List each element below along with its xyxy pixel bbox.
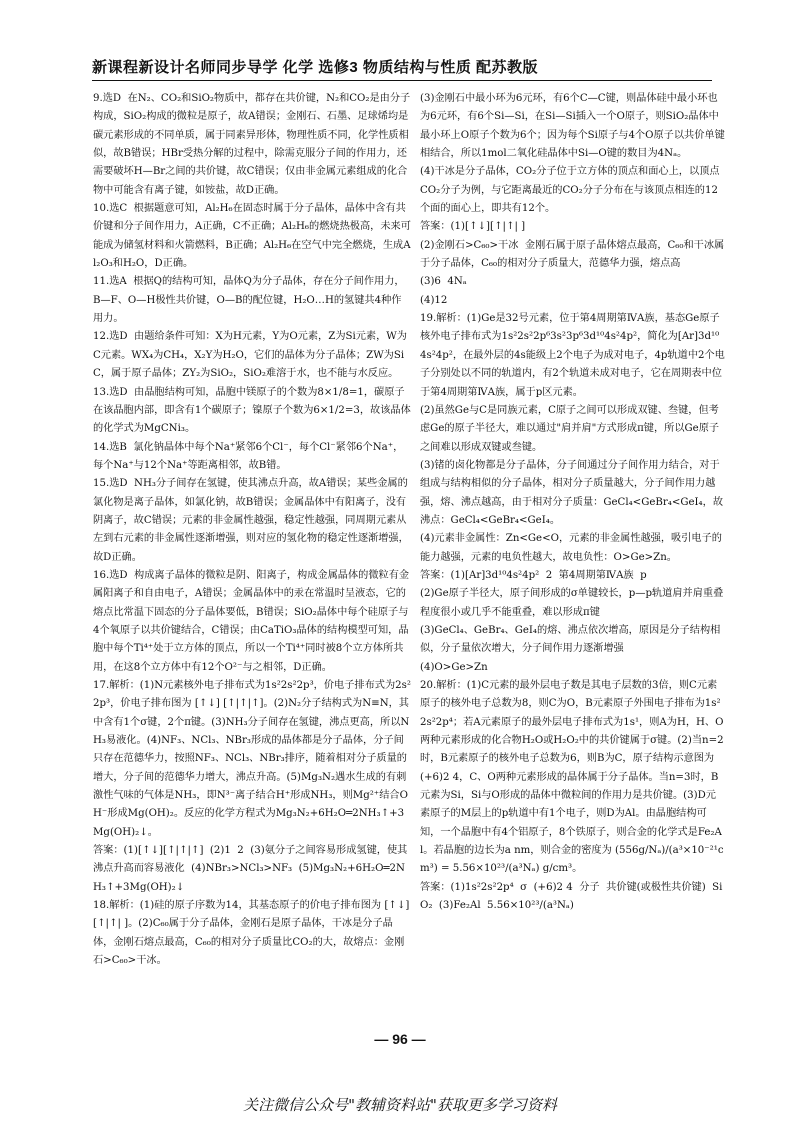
- answer-paragraph: 19.解析：(1)Ge是32号元素，位于第4周期第ⅣA族，基态Ge原子核外电子排布式为1s²2s²2p⁶3s²3p⁶3d¹⁰4s²4p²，简化为[Ar]3d¹⁰4s²4p²，在最外层的4s能级上2个电子为成对电子，4p轨道中2个电子分别处以不同的轨道内，有2个轨道未成对电子，它在周期表中位于第4周期第ⅣA族，属于p区元素。: [420, 313, 725, 398]
- answer-paragraph: 12.选D 由题给条件可知：X为H元素，Y为O元素，Z为Si元素，W为C元素。WX₄为CH₄，X₂Y为H₂O，它们的晶体为分子晶体；ZW为SiC，属于原子晶体；ZY₂为SiO₂，SiO₂难溶于水，也不能与水反应。: [93, 331, 407, 380]
- answer-paragraph: 13.选D 由晶胞结构可知，晶胞中镁原子的个数为8×1/8=1，碳原子在该晶胞内部，即含有1个碳原子；镍原子个数为6×1/2=3，故该晶体的化学式为MgCNi₃。: [93, 386, 411, 435]
- answer-paragraph: (3)6 4Nₐ: [420, 276, 467, 288]
- answer-paragraph: (3)锗的卤化物都是分子晶体，分子间通过分子间作用力结合，对于组成与结构相似的分子晶体，相对分子质量越大，分子间作用力越强，熔、沸点越高，由于相对分子质量：GeCl₄<GeBr₄<GeI₄，故沸点：GeCl₄<GeBr₄<GeI₄。: [420, 459, 724, 526]
- answer-paragraph: 18.解析：(1)硅的原子序数为14，其基态原子的价电子排布图为 [↑↓] [↑|↑| ]。(2)C₆₀属于分子晶体，金刚石是原子晶体，干冰是分子晶体，金刚石熔点最高，C₆₀的相对分子质量比CO₂的大，故熔点：金刚石>C₆₀>干冰。: [93, 900, 413, 967]
- page-number: — 96 —: [374, 1031, 426, 1047]
- answer-paragraph: (2)金刚石>C₆₀>干冰 金刚石属于原子晶体熔点最高，C₆₀和干冰属于分子晶体，C₆₀的相对分子质量大，范德华力强，熔点高: [420, 239, 725, 270]
- answer-paragraph: 15.选D NH₃分子间存在氢键，使其沸点升高，故A错误；某些金属的氯化物是离子晶体，如氯化钠，故B错误；金属晶体中有阳离子，没有阴离子，故C错误；元素的非金属性越强，稳定性越强，同周期元素从左到右元素的非金属性逐渐增强，则对应的氢化物的稳定性逐渐增强，故D正确。: [93, 478, 409, 563]
- answer-paragraph: 11.选A 根据Q的结构可知，晶体Q为分子晶体，存在分子间作用力，B—F、O—H极性共价键，O—B的配位键，H₂O…H的氢键共4种作用力。: [93, 276, 405, 325]
- answer-paragraph: 答案：(1)[↑↓][↑|↑|↑] (2)1 2 (3)氨分子之间容易形成氢键，使其沸点升高而容易液化 (4)NBr₃>NCl₃>NF₃ (5)Mg₃N₂+6H₂O═2NH₃↑+3Mg(OH)₂↓: [93, 845, 408, 893]
- answer-column-right: [420, 90, 725, 1030]
- answer-paragraph: 14.选B 氯化钠晶体中每个Na⁺紧邻6个Cl⁻，每个Cl⁻紧邻6个Na⁺，每个Na⁺与12个Na⁺等距离相邻，故B错。: [93, 441, 404, 471]
- answer-paragraph: 答案：(1)1s²2s²2p⁴ σ (+6)2 4 分子 共价键(或极性共价键) SiO₂ (3)Fe₂Al 5.56×10²³/(a³Nₐ): [420, 881, 723, 912]
- answer-paragraph: (4)12: [420, 294, 448, 306]
- answer-paragraph: 答案：(1)[↑↓][↑|↑| ]: [420, 221, 526, 233]
- answer-paragraph: 17.解析：(1)N元素核外电子排布式为1s²2s²2p³，价电子排布式为2s²2p³，价电子排布图为 [↑↓] [↑|↑|↑]。(2)N₂分子结构式为N≡N，其中含有1个σ键，2个π键。(3)NH₃分子间存在氢键，沸点更高，所以NH₃易液化。(4)NF₃、NCl₃、NBr₃形成的晶体都是分子晶体，分子间只存在范德华力，按照NF₃、NCl₃、NBr₃排序，随着相对分子质量的增大，分子间的范德华力增大，沸点升高。(5)Mg₃N₂遇水生成的有刺激性气味的气体是NH₃，即N³⁻离子结合H⁺形成NH₃，则Mg²⁺结合OH⁻形成Mg(OH)₂。反应的化学方程式为Mg₃N₂+6H₂O═2NH₃↑+3Mg(OH)₂↓。: [93, 680, 411, 838]
- answer-paragraph: 9.选D 在N₂、CO₂和SiO₂物质中，都存在共价键，N₂和CO₂是由分子构成，SiO₂构成的微粒是原子，故A错误；金刚石、石墨、足球烯均是碳元素形成的不同单质，属于同素异形体，物理性质不同，化学性质相似，故B错误；HBr受热分解的过程中，除需克服分子间的作用力，还需要破坏H—Br之间的共价键，故C错误；仅由非金属元素组成的化合物中可能含有离子键，如铵盐，故D正确。: [93, 93, 411, 196]
- answer-column-left: [93, 90, 411, 1030]
- answer-paragraph: (2)Ge原子半径大，原子间形成的σ单键较长，p—p轨道肩并肩重叠程度很小或几乎不能重叠，难以形成π键: [420, 588, 724, 618]
- answer-paragraph: (4)元素非金属性：Zn<Ge<O，元素的非金属性越强，吸引电子的能力越强，元素的电负性越大，故电负性：O>Ge>Zn。: [420, 533, 722, 563]
- answer-paragraph: (4)干冰是分子晶体，CO₂分子位于立方体的顶点和面心上，以顶点CO₂分子为例，与它距离最近的CO₂分子分布在与该顶点相连的12个面的面心上，即共有12个。: [420, 166, 720, 215]
- answer-paragraph: 16.选D 构成离子晶体的微粒是阴、阳离子，构成金属晶体的微粒有金属阳离子和自由电子，A错误；金属晶体中的汞在常温时呈液态，它的熔点比常温下固态的分子晶体要低，B错误；SiO₂晶体中每个硅原子与4个氧原子以共价键结合，C错误；由CaTiO₃晶体的结构模型可知，晶胞中每个Ti⁴⁺处于立方体的顶点，所以一个Ti⁴⁺同时被8个立方体所共用，在这8个立方体中有12个O²⁻与之相邻，D正确。: [93, 569, 410, 673]
- answer-paragraph: (2)虽然Ge与C是同族元素，C原子之间可以形成双键、叁键，但考虑Ge的原子半径大，难以通过"肩并肩"方式形成π键，所以Ge原子之间难以形成双键或叁键。: [420, 404, 720, 453]
- answer-paragraph: 答案：(1)[Ar]3d¹⁰4s²4p² 2 第4周期第ⅣA族 p: [420, 569, 647, 581]
- running-header: 新课程新设计名师同步导学 化学 选修3 物质结构与性质 配苏教版: [92, 56, 712, 81]
- answer-paragraph: (4)O>Ge>Zn: [420, 661, 488, 673]
- answer-paragraph: (3)GeCl₄、GeBr₄、GeI₄的熔、沸点依次增高，原因是分子结构相似，分子量依次增大，分子间作用力逐渐增强: [420, 624, 721, 655]
- answer-paragraph: (3)金刚石中最小环为6元环，有6个C—C键，则晶体硅中最小环也为6元环，有6个Si—Si，在Si—Si插入一个O原子，则SiO₂晶体中最小环上O原子个数为6个；因为每个Si原子与4个O原子以共价单键相结合，所以1mol二氧化硅晶体中Si—O键的数目为4Nₐ。: [420, 93, 725, 160]
- answer-paragraph: 20.解析：(1)C元素的最外层电子数是其电子层数的3倍，则C元素原子的核外电子总数为8，则C为O，B元素原子外围电子排布为1s²2s²2p⁴；若A元素原子的最外层电子排布式为1s¹，则A为H，H、O两种元素形成的化合物H₂O或H₂O₂中的共价键属于σ键。(2)当n=2时，B元素原子的核外电子总数为6，则B为C，原子结构示意图为 (+6)2 4，C、O两种元素形成的晶体属于分子晶体。当n=3时，B元素为Si，Si与O形成的晶体中微粒间的作用力是共价键。(3)D元素原子的M层上的p轨道中有1个电子，则D为Al。由晶胞结构可知，一个晶胞中有4个铝原子，8个铁原子，则合金的化学式是Fe₂Al。若晶胞的边长为a nm，则合金的密度为 (556g/Nₐ)/(a³×10⁻²¹cm³) = 5.56×10²³/(a³Nₐ) g/cm³。: [420, 680, 724, 875]
- answer-paragraph: 10.选C 根据题意可知，Al₂H₆在固态时属于分子晶体，晶体中含有共价键和分子间作用力，A正确，C不正确；Al₂H₆的燃烧热极高，未来可能成为储氢材料和火箭燃料，B正确；Al₂H₆在空气中完全燃烧，生成Al₂O₃和H₂O，D正确。: [93, 203, 411, 270]
- footer-note: 关注微信公众号"教辅资料站"获取更多学习资料: [243, 1096, 557, 1114]
